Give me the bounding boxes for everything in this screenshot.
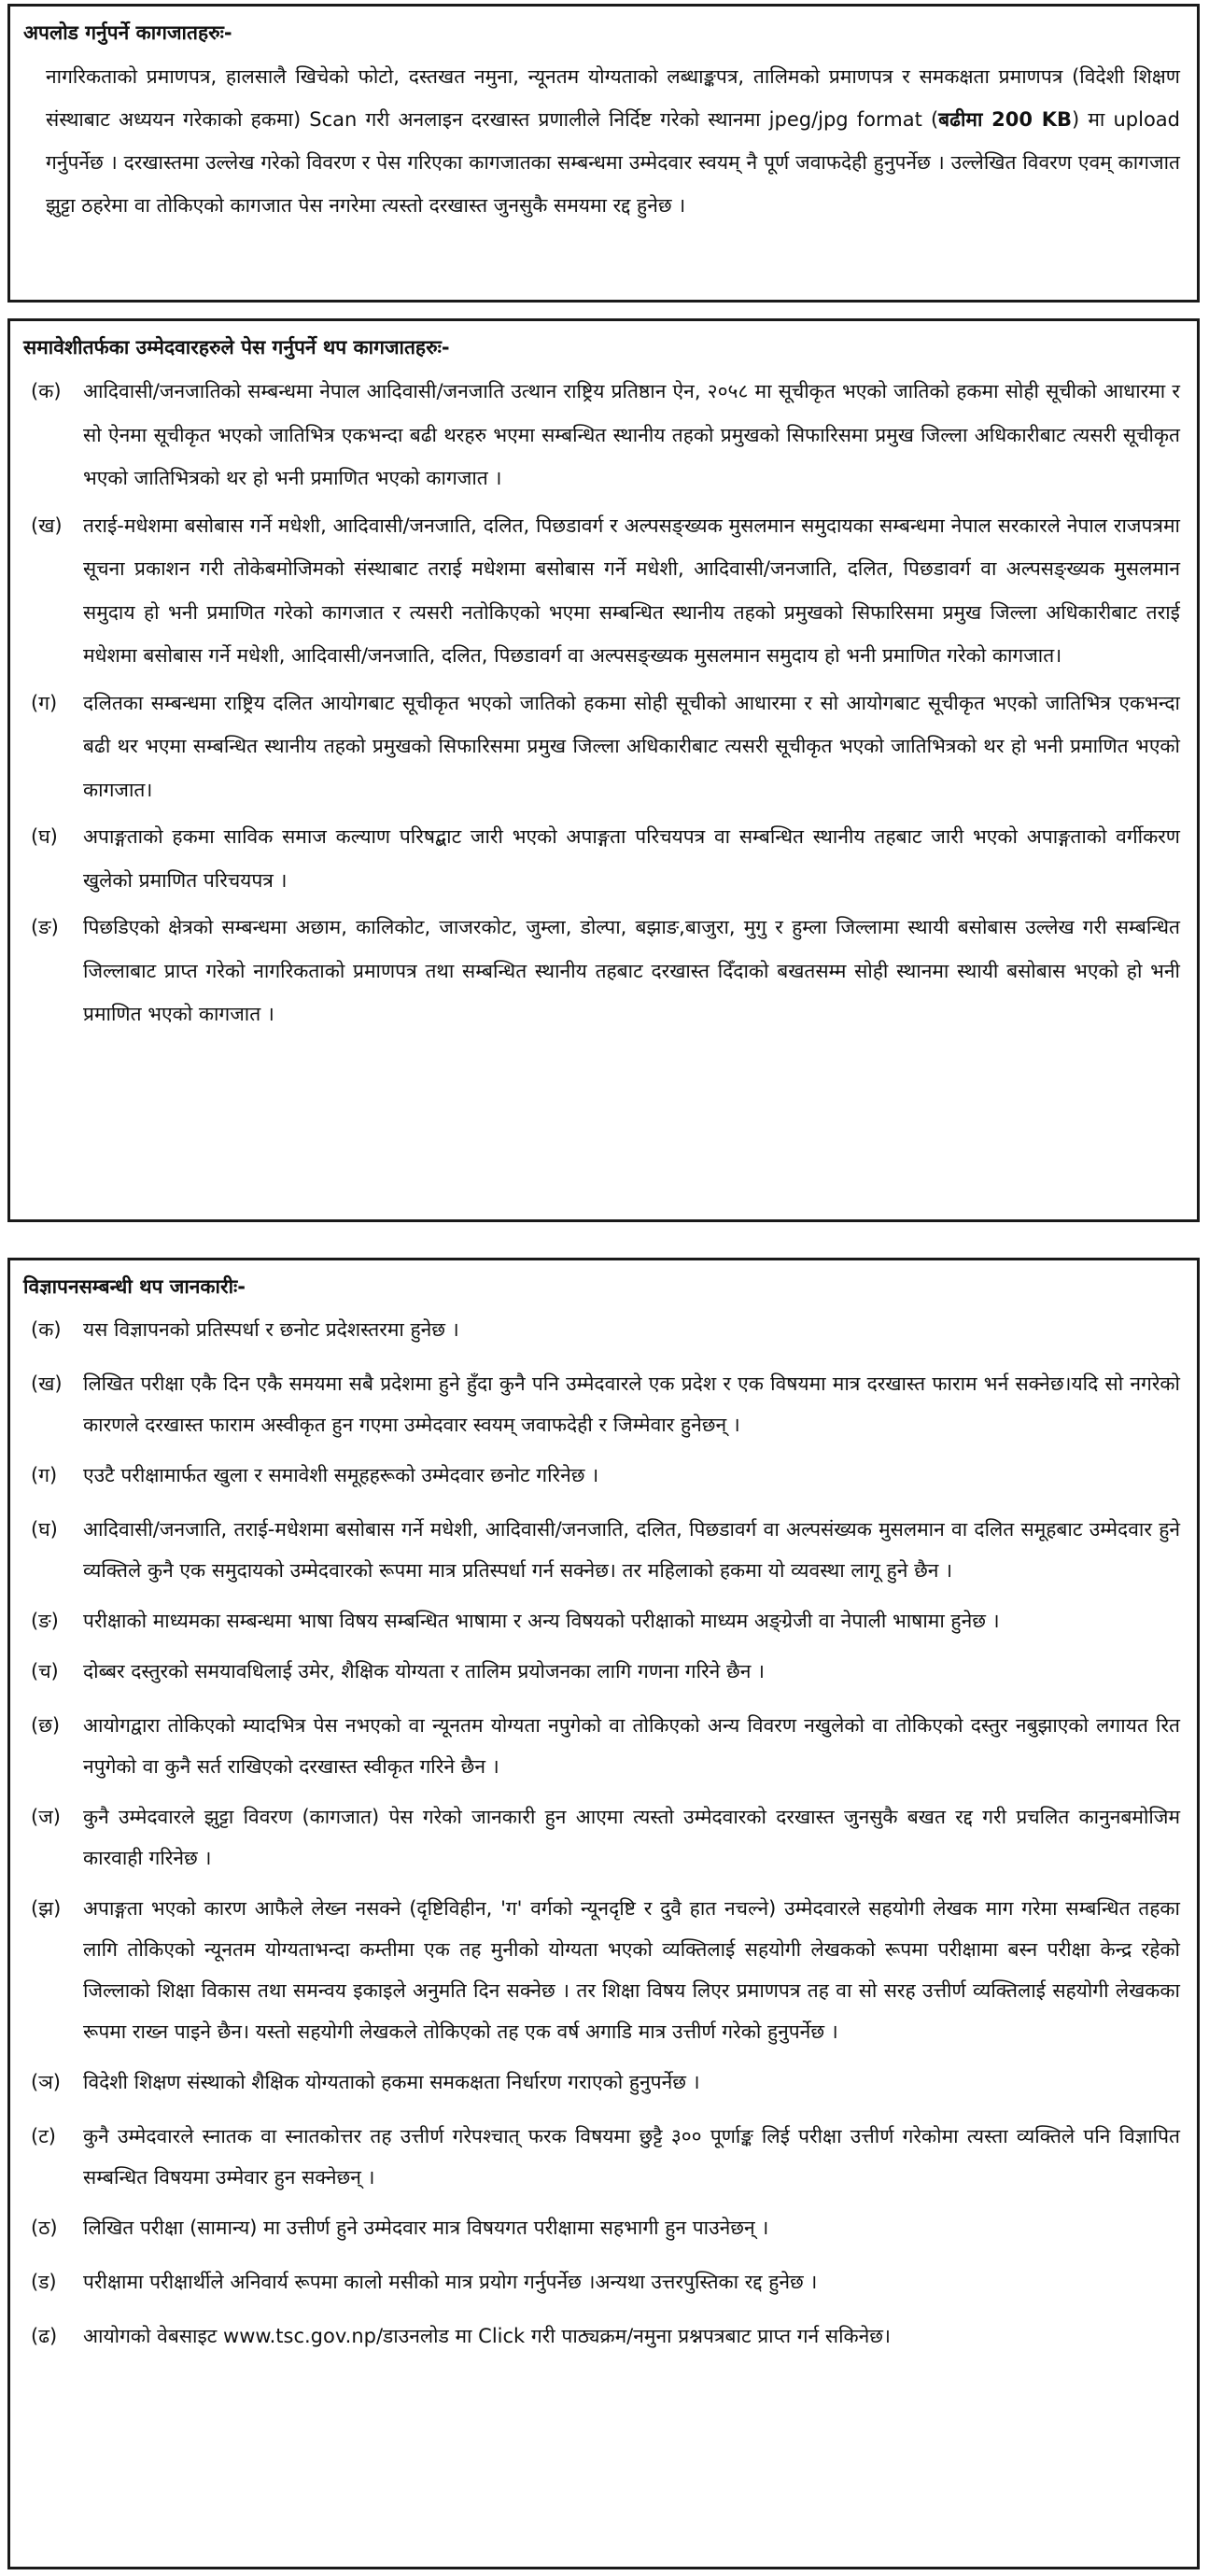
list-item-marker: (क)	[31, 380, 62, 402]
upload-body-part-2: ) मा upload गर्नुपर्नेछ । दरखास्तमा उल्लेख गरेको विवरण र पेस गरिएका कागजातका सम्बन्धमा उम्मेदवार स्वयम् नै पूर्ण जवाफदेही हुनुपर्नेछ । उल्लेखित विवरण एवम् कागजात झुट्टा ठहरेमा वा तोकिएको कागजात पेस नगरेमा त्यस्तो दरखास्त जुनसुकै समयमा रद्द हुनेछ ।	[46, 108, 1181, 217]
list-item-text: लिखित परीक्षा (सामान्य) मा उत्तीर्ण हुने उम्मेदवार मात्र विषयगत परीक्षामा सहभागी हुन पाउनेछन् ।	[83, 2217, 769, 2239]
list-item-text: आदिवासी/जनजाति, तराई-मधेशमा बसोबास गर्ने मधेशी, आदिवासी/जनजाति, दलित, पिछडावर्ग वा अल्पसंख्यक मुसलमान वा दलित समूहबाट उम्मेदवार हुने व्यक्तिले कुनै एक समुदायको उम्मेदवारको रूपमा मात्र प्रतिस्पर्धा गर्न सक्नेछ। तर महिलाको हकमा यो व्यवस्था लागू हुने छैन ।	[83, 1518, 1180, 1582]
list-item	[23, 682, 1180, 812]
list-item-marker: (ग)	[31, 691, 58, 714]
list-item-text: परीक्षाको माध्यमका सम्बन्धमा भाषा विषय सम्बन्धित भाषामा र अन्य विषयको परीक्षाको माध्यम अङ्ग्रेजी वा नेपाली भाषामा हुनेछ ।	[83, 1610, 1000, 1632]
list-item-marker: (ङ)	[31, 916, 59, 938]
inclusive-documents-section	[7, 318, 1200, 1222]
upload-body-part-1: नागरिकताको प्रमाणपत्र, हालसालै खिचेको फोटो, दस्तखत नमुना, न्यूनतम योग्यताको लब्धाङ्कपत्र, तालिमको प्रमाणपत्र र समकक्षता प्रमाणपत्र (विदेशी शिक्षण संस्थाबाट अध्ययन गरेकाको हकमा) Scan गरी अनलाइन दरखास्त प्रणालीले निर्दिष्ट गरेको स्थानमा jpeg/jpg format (	[46, 65, 1180, 131]
list-item-marker: (ख)	[31, 514, 63, 537]
list-item-text: अपाङ्गता भएको कारण आफैले लेख्न नसक्ने (दृष्टिविहीन, 'ग' वर्गको न्यूनदृष्टि र दुवै हात नचल्ने) उम्मेदवारले सहयोगी लेखक माग गरेमा सम्बन्धित तहका लागि तोकिएको न्यूनतम योग्यताभन्दा कम्तीमा एक तह मुनीको योग्यता भएको व्यक्तिलाई सहयोगी लेखकको रूपमा परीक्षामा बस्न परीक्षा केन्द्र रहेको जिल्लाको शिक्षा विकास तथा समन्वय इकाइले अनुमति दिन सक्नेछ । तर शिक्षा विषय लिएर प्रमाणपत्र तह वा सो सरह उत्तीर्ण व्यक्तिलाई सहयोगी लेखकका रूपमा राख्न पाइने छैन। यस्तो सहयोगी लेखकले तोकिएको तह एक वर्ष अगाडि मात्र उत्तीर्ण गरेको हुनुपर्नेछ ।	[83, 1897, 1180, 2043]
inclusive-section-title: समावेशीतर्फका उम्मेदवारहरुले पेस गर्नुपर्ने थप कागजातहरुः-	[23, 336, 450, 359]
list-item-marker: (क)	[31, 1318, 62, 1341]
upload-section-title: अपलोड गर्नुपर्ने कागजातहरुः-	[23, 21, 232, 44]
list-item-marker: (ट)	[31, 2125, 56, 2147]
list-item	[23, 2316, 1180, 2357]
list-item-marker: (ङ)	[31, 1610, 59, 1632]
upload-documents-section	[7, 4, 1200, 303]
list-item-text: पिछडिएको क्षेत्रको सम्बन्धमा अछाम, कालिकोट, जाजरकोट, जुम्ला, डोल्पा, बझाङ,बाजुरा, मुगु र हुम्ला जिल्लामा स्थायी बसोबास उल्लेख गरी सम्बन्धित जिल्लाबाट प्राप्त गरेको नागरिकताको प्रमाणपत्र तथा सम्बन्धित स्थानीय तहबाट दरखास्त दिँदाको बखतसम्म सोही स्थानमा स्थायी बसोबास भएको हो भनी प्रमाणित भएको कागजात ।	[83, 916, 1180, 1025]
list-item-text: दलितका सम्बन्धमा राष्ट्रिय दलित आयोगबाट सूचीकृत भएको जातिको हकमा सोही सूचीको आधारमा र सो आयोगबाट सूचीकृत भएको जातिभित्र एकभन्दा बढी थर भएमा सम्बन्धित स्थानीय तहको प्रमुखको सिफारिसमा प्रमुख जिल्ला अधिकारीबाट त्यसरी सूचीकृत भएको जातिभित्रको थर हो भनी प्रमाणित भएको कागजात।	[83, 691, 1180, 801]
list-item-marker: (ग)	[31, 1464, 58, 1486]
list-item	[23, 2062, 1180, 2103]
list-item-text: परीक्षामा परीक्षार्थीले अनिवार्य रूपमा कालो मसीको मात्र प्रयोग गर्नुपर्नेछ ।अन्यथा उत्तरपुस्तिका रद्द हुनेछ ।	[83, 2271, 818, 2293]
list-item-text: अपाङ्गताको हकमा साविक समाज कल्याण परिषद्बाट जारी भएको अपाङ्गता परिचयपत्र वा सम्बन्धित स्थानीय तहबाट जारी भएको अपाङ्गताको वर्गीकरण खुलेको प्रमाणित परिचयपत्र ।	[83, 825, 1180, 892]
list-item	[23, 906, 1180, 1036]
list-item-marker: (च)	[31, 1660, 59, 1682]
list-item-marker: (घ)	[31, 825, 58, 848]
list-item-text: दोब्बर दस्तुरको समयावधिलाई उमेर, शैक्षिक योग्यता र तालिम प्रयोजनका लागि गणना गरिने छैन ।	[83, 1660, 766, 1682]
list-item	[23, 504, 1180, 678]
list-item-marker: (ड)	[31, 2271, 57, 2293]
list-item	[23, 1796, 1180, 1879]
list-item-text: कुनै उम्मेदवारले स्नातक वा स्नातकोत्तर तह उत्तीर्ण गरेपश्चात् फरक विषयमा छुट्टै ३०० पूर्णाङ्क लिई परीक्षा उत्तीर्ण गरेकोमा त्यस्ता व्यक्तिले पनि विज्ञापित सम्बन्धित विषयमा उम्मेवार हुन सक्नेछन् ।	[83, 2125, 1180, 2189]
list-item	[23, 2116, 1180, 2198]
list-item	[23, 1363, 1180, 1445]
list-item-text: आयोगको वेबसाइट www.tsc.gov.np/डाउनलोड मा Click गरी पाठ्यक्रम/नमुना प्रश्नपत्रबाट प्राप्त गर्न सकिनेछ।	[83, 2325, 891, 2347]
list-item	[23, 2207, 1180, 2248]
list-item	[23, 1651, 1180, 1692]
list-item-text: लिखित परीक्षा एकै दिन एकै समयमा सबै प्रदेशमा हुने हुँदा कुनै पनि उम्मेदवारले एक प्रदेश र एक विषयमा मात्र दरखास्त फाराम भर्न सक्नेछ।यदि सो नगरेको कारणले दरखास्त फाराम अस्वीकृत हुन गएमा उम्मेदवार स्वयम् जवाफदेही र जिम्मेवार हुनेछन् ।	[83, 1372, 1180, 1436]
list-item-marker: (छ)	[31, 1714, 61, 1737]
list-item	[23, 1309, 1180, 1350]
list-item	[23, 1509, 1180, 1591]
list-item-marker: (झ)	[31, 1897, 62, 1920]
notice-section-title: विज्ञापनसम्बन्धी थप जानकारीः-	[23, 1275, 246, 1298]
list-item-text: आदिवासी/जनजातिको सम्बन्धमा नेपाल आदिवासी/जनजाति उत्थान राष्ट्रिय प्रतिष्ठान ऐन, २०५८ मा सूचीकृत भएको जातिको हकमा सोही सूचीको आधारमा र सो ऐनमा सूचीकृत भएको जातिभित्र एकभन्दा बढी थरहरु भएमा सम्बन्धित स्थानीय तहको प्रमुखको सिफारिसमा प्रमुख जिल्ला अधिकारीबाट त्यसरी सूचीकृत भएको जातिभित्रको थर हो भनी प्रमाणित भएको कागजात ।	[83, 380, 1180, 489]
list-item	[23, 815, 1180, 902]
list-item	[23, 1600, 1180, 1641]
list-item-marker: (घ)	[31, 1518, 58, 1541]
list-item	[23, 1888, 1180, 2052]
list-item-marker: (ख)	[31, 1372, 63, 1395]
list-item-marker: (ज)	[31, 1806, 61, 1828]
notice-information-section	[7, 1258, 1200, 2569]
list-item-text: आयोगद्वारा तोकिएको म्यादभित्र पेस नभएको वा न्यूनतम योग्यता नपुगेको वा तोकिएको अन्य विवरण नखुलेको वा तोकिएको दस्तुर नबुझाएको लगायत रित नपुगेको वा कुनै सर्त राखिएको दरखास्त स्वीकृत गरिने छैन ।	[83, 1714, 1180, 1778]
upload-section-body	[23, 55, 1180, 227]
list-item	[23, 1705, 1180, 1787]
list-item-text: कुनै उम्मेदवारले झुट्टा विवरण (कागजात) पेस गरेको जानकारी हुन आएमा त्यस्तो उम्मेदवारको दरखास्त जुनसुकै बखत रद्द गरी प्रचलित कानुनबमोजिम कारवाही गरिनेछ ।	[83, 1806, 1181, 1869]
list-item-marker: (ठ)	[31, 2217, 58, 2239]
list-item	[23, 370, 1180, 500]
list-item	[23, 1455, 1180, 1496]
list-item-text: एउटै परीक्षामार्फत खुला र समावेशी समूहहरूको उम्मेदवार छनोट गरिनेछ ।	[83, 1464, 599, 1486]
upload-size-limit: बढीमा 200 KB	[938, 108, 1073, 131]
list-item	[23, 2261, 1180, 2302]
list-item-marker: (ढ)	[31, 2325, 58, 2347]
list-item-marker: (ञ)	[31, 2071, 61, 2093]
list-item-text: विदेशी शिक्षण संस्थाको शैक्षिक योग्यताको हकमा समकक्षता निर्धारण गराएको हुनुपर्नेछ ।	[83, 2071, 700, 2093]
list-item-text: यस विज्ञापनको प्रतिस्पर्धा र छनोट प्रदेशस्तरमा हुनेछ ।	[83, 1318, 459, 1341]
list-item-text: तराई-मधेशमा बसोबास गर्ने मधेशी, आदिवासी/जनजाति, दलित, पिछडावर्ग र अल्पसङ्ख्यक मुसलमान समुदायका सम्बन्धमा नेपाल सरकारले नेपाल राजपत्रमा सूचना प्रकाशन गरी तोकेबमोजिमको संस्थाबाट तराई मधेशमा बसोबास गर्ने मधेशी, आदिवासी/जनजाति, दलित, पिछडावर्ग वा अल्पसङ्ख्यक मुसलमान समुदाय हो भनी प्रमाणित गरेको कागजात र त्यसरी नतोकिएको भएमा सम्बन्धित स्थानीय तहको प्रमुखको सिफारिसमा प्रमुख जिल्ला अधिकारीबाट तराई मधेशमा बसोबास गर्ने मधेशी, आदिवासी/जनजाति, दलित, पिछडावर्ग वा अल्पसङ्ख्यक मुसलमान समुदाय हो भनी प्रमाणित गरेको कागजात।	[83, 514, 1180, 667]
